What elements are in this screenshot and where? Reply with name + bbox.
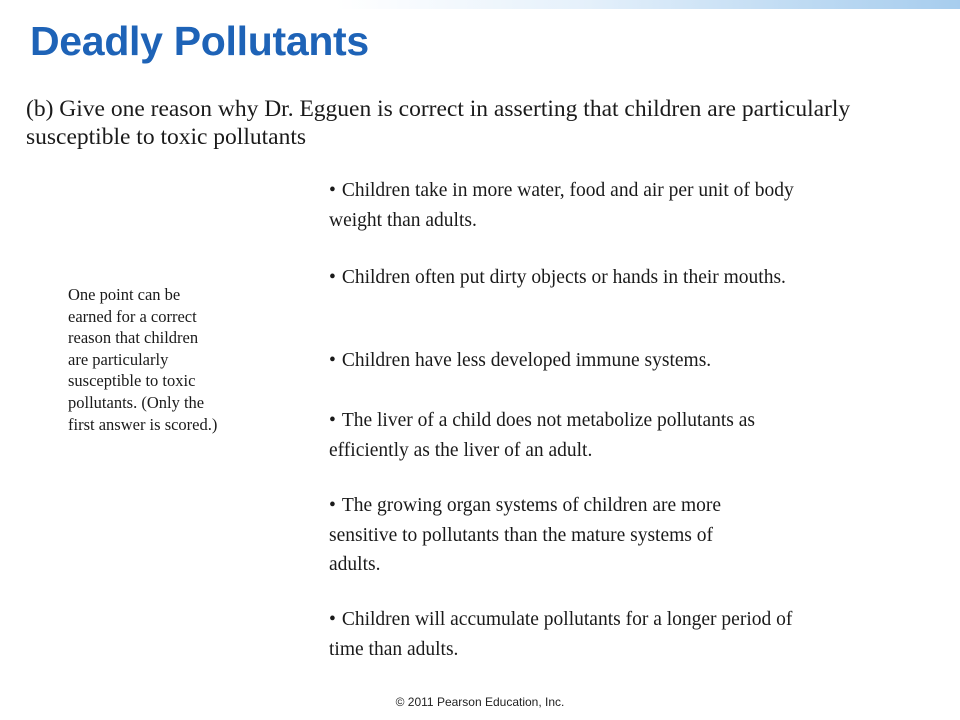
answer-text: The growing organ systems of children are more sensitive to pollutants than the mature systems of adults. [329,495,722,575]
bullet-icon: • [329,495,336,516]
scoring-note: One point can be earned for a correct reason that children are particularly susceptible to toxic pollutants. (Only the first answer is scored.) [68,285,218,434]
answer-text: Children take in more water, food and air per unit of body weight than adults. [329,180,794,231]
answer-item [329,406,829,465]
copyright-notice: © 2011 Pearson Education, Inc. [395,695,565,709]
bullet-icon: • [329,609,336,630]
answer-text: Children often put dirty objects or hands in their mouths. [341,267,786,288]
bullet-icon: • [329,410,336,431]
slide-title: Deadly Pollutants [30,18,369,64]
bullet-icon: • [329,180,336,201]
answer-text: Children have less developed immune systems. [341,350,712,371]
answer-text: The liver of a child does not metabolize pollutants as efficiently as the liver of an adult. [329,410,756,461]
bullet-icon: • [329,350,336,371]
answer-text: Children will accumulate pollutants for a longer period of time than adults. [329,609,793,660]
answer-item [329,491,769,580]
top-accent-bar [0,0,960,9]
answer-item [329,346,829,376]
answer-item [329,605,819,664]
question-text: (b) Give one reason why Dr. Egguen is correct in asserting that children are particularly susceptible to toxic pollutants [26,96,851,150]
answer-item [329,263,789,293]
answer-item [329,176,799,235]
bullet-icon: • [329,267,336,288]
